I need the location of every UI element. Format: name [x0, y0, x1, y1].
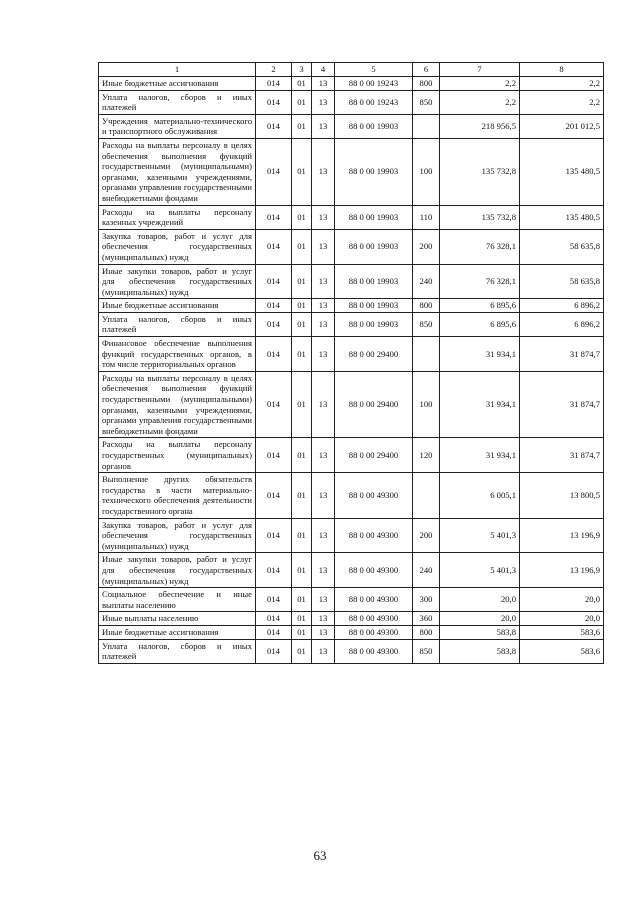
table-row: [99, 77, 604, 91]
column-header-5: 5: [335, 63, 413, 77]
page-number: 63: [313, 848, 327, 863]
target-item-code-cell: 88 0 00 19903: [335, 138, 413, 205]
amount-year-2-cell: 58 635,8: [520, 264, 604, 299]
expense-type-code-cell: 800: [413, 77, 440, 91]
section-code-cell: 01: [292, 371, 312, 438]
budget-item-name-cell: Финансовое обеспечение выполнения функций государственных органов, в том числе территориальных органов: [99, 337, 256, 372]
section-code-cell: 01: [292, 77, 312, 91]
subsection-code-cell: 13: [312, 299, 335, 313]
amount-year-2-cell: 583,6: [520, 639, 604, 663]
amount-year-1-cell: 135 732,8: [440, 205, 520, 229]
section-code-cell: 01: [292, 337, 312, 372]
amount-year-2-cell: 20,0: [520, 588, 604, 612]
admin-code-cell: 014: [256, 229, 292, 264]
expense-type-code-cell: 240: [413, 264, 440, 299]
subsection-code-cell: 13: [312, 371, 335, 438]
expense-type-code-cell: [413, 337, 440, 372]
target-item-code-cell: 88 0 00 49300: [335, 612, 413, 626]
budget-item-name-cell: Социальное обеспечение и иные выплаты населению: [99, 588, 256, 612]
expense-type-code-cell: 850: [413, 90, 440, 114]
column-header-6: 6: [413, 63, 440, 77]
admin-code-cell: 014: [256, 77, 292, 91]
amount-year-2-cell: 20,0: [520, 612, 604, 626]
budget-item-name-cell: Иные закупки товаров, работ и услуг для обеспечения государственных (муниципальных) нужд: [99, 264, 256, 299]
admin-code-cell: 014: [256, 612, 292, 626]
table-row: [99, 371, 604, 438]
section-code-cell: 01: [292, 518, 312, 553]
subsection-code-cell: 13: [312, 588, 335, 612]
expense-type-code-cell: 100: [413, 371, 440, 438]
table-row: [99, 438, 604, 473]
table-row: [99, 588, 604, 612]
target-item-code-cell: 88 0 00 19903: [335, 229, 413, 264]
budget-item-name-cell: Расходы на выплаты персоналу государственных (муниципальных) органов: [99, 438, 256, 473]
amount-year-2-cell: 31 874,7: [520, 371, 604, 438]
amount-year-2-cell: 583,6: [520, 625, 604, 639]
budget-table: [98, 62, 604, 664]
amount-year-1-cell: 6 895,6: [440, 312, 520, 336]
expense-type-code-cell: 850: [413, 312, 440, 336]
column-header-4: 4: [312, 63, 335, 77]
amount-year-2-cell: 13 196,9: [520, 518, 604, 553]
table-row: [99, 553, 604, 588]
section-code-cell: 01: [292, 299, 312, 313]
amount-year-2-cell: 13 800,5: [520, 473, 604, 518]
budget-item-name-cell: Иные закупки товаров, работ и услуг для обеспечения государственных (муниципальных) нужд: [99, 553, 256, 588]
section-code-cell: 01: [292, 588, 312, 612]
amount-year-1-cell: 135 732,8: [440, 138, 520, 205]
admin-code-cell: 014: [256, 337, 292, 372]
table-row: [99, 639, 604, 663]
amount-year-1-cell: 20,0: [440, 588, 520, 612]
section-code-cell: 01: [292, 205, 312, 229]
admin-code-cell: 014: [256, 371, 292, 438]
subsection-code-cell: 13: [312, 639, 335, 663]
target-item-code-cell: 88 0 00 49300: [335, 639, 413, 663]
expense-type-code-cell: 110: [413, 205, 440, 229]
table-row: [99, 473, 604, 518]
subsection-code-cell: 13: [312, 612, 335, 626]
target-item-code-cell: 88 0 00 29400: [335, 337, 413, 372]
table-row: [99, 337, 604, 372]
amount-year-1-cell: 31 934,1: [440, 337, 520, 372]
expense-type-code-cell: 100: [413, 138, 440, 205]
subsection-code-cell: 13: [312, 518, 335, 553]
section-code-cell: 01: [292, 90, 312, 114]
table-row: [99, 138, 604, 205]
budget-item-name-cell: Иные бюджетные ассигнования: [99, 77, 256, 91]
amount-year-2-cell: 135 480,5: [520, 205, 604, 229]
table-row: [99, 229, 604, 264]
amount-year-1-cell: 6 005,1: [440, 473, 520, 518]
target-item-code-cell: 88 0 00 49300: [335, 473, 413, 518]
subsection-code-cell: 13: [312, 625, 335, 639]
section-code-cell: 01: [292, 612, 312, 626]
target-item-code-cell: 88 0 00 49300: [335, 588, 413, 612]
admin-code-cell: 014: [256, 588, 292, 612]
section-code-cell: 01: [292, 264, 312, 299]
amount-year-1-cell: 76 328,1: [440, 264, 520, 299]
table-row: [99, 612, 604, 626]
table-row: [99, 90, 604, 114]
target-item-code-cell: 88 0 00 19903: [335, 312, 413, 336]
subsection-code-cell: 13: [312, 438, 335, 473]
subsection-code-cell: 13: [312, 553, 335, 588]
amount-year-1-cell: 2,2: [440, 77, 520, 91]
target-item-code-cell: 88 0 00 19903: [335, 205, 413, 229]
budget-item-name-cell: Расходы на выплаты персоналу казенных учреждений: [99, 205, 256, 229]
budget-item-name-cell: Иные бюджетные ассигнования: [99, 299, 256, 313]
amount-year-2-cell: 2,2: [520, 90, 604, 114]
budget-item-name-cell: Закупка товаров, работ и услуг для обеспечения государственных (муниципальных) нужд: [99, 229, 256, 264]
table-row: [99, 518, 604, 553]
table-row: [99, 312, 604, 336]
subsection-code-cell: 13: [312, 473, 335, 518]
section-code-cell: 01: [292, 229, 312, 264]
admin-code-cell: 014: [256, 138, 292, 205]
subsection-code-cell: 13: [312, 264, 335, 299]
table-row: [99, 114, 604, 138]
budget-item-name-cell: Уплата налогов, сборов и иных платежей: [99, 312, 256, 336]
amount-year-2-cell: 6 896,2: [520, 312, 604, 336]
admin-code-cell: 014: [256, 639, 292, 663]
section-code-cell: 01: [292, 639, 312, 663]
expense-type-code-cell: 360: [413, 612, 440, 626]
target-item-code-cell: 88 0 00 29400: [335, 371, 413, 438]
column-header-7: 7: [440, 63, 520, 77]
amount-year-2-cell: 201 012,5: [520, 114, 604, 138]
budget-item-name-cell: Уплата налогов, сборов и иных платежей: [99, 639, 256, 663]
admin-code-cell: 014: [256, 312, 292, 336]
expense-type-code-cell: 800: [413, 625, 440, 639]
target-item-code-cell: 88 0 00 19243: [335, 90, 413, 114]
target-item-code-cell: 88 0 00 19903: [335, 299, 413, 313]
amount-year-2-cell: 13 196,9: [520, 553, 604, 588]
amount-year-1-cell: 2,2: [440, 90, 520, 114]
target-item-code-cell: 88 0 00 29400: [335, 438, 413, 473]
target-item-code-cell: 88 0 00 49300: [335, 553, 413, 588]
table-header-row: [99, 63, 604, 77]
column-header-8: 8: [520, 63, 604, 77]
expense-type-code-cell: 800: [413, 299, 440, 313]
section-code-cell: 01: [292, 312, 312, 336]
expense-type-code-cell: [413, 114, 440, 138]
admin-code-cell: 014: [256, 518, 292, 553]
column-header-2: 2: [256, 63, 292, 77]
amount-year-1-cell: 6 895,6: [440, 299, 520, 313]
subsection-code-cell: 13: [312, 77, 335, 91]
section-code-cell: 01: [292, 114, 312, 138]
amount-year-1-cell: 20,0: [440, 612, 520, 626]
amount-year-1-cell: 583,8: [440, 639, 520, 663]
table-row: [99, 205, 604, 229]
expense-type-code-cell: [413, 473, 440, 518]
subsection-code-cell: 13: [312, 229, 335, 264]
amount-year-1-cell: 31 934,1: [440, 438, 520, 473]
target-item-code-cell: 88 0 00 19243: [335, 77, 413, 91]
amount-year-2-cell: 2,2: [520, 77, 604, 91]
target-item-code-cell: 88 0 00 49300: [335, 625, 413, 639]
admin-code-cell: 014: [256, 205, 292, 229]
subsection-code-cell: 13: [312, 337, 335, 372]
amount-year-2-cell: 31 874,7: [520, 438, 604, 473]
expense-type-code-cell: 200: [413, 229, 440, 264]
section-code-cell: 01: [292, 438, 312, 473]
target-item-code-cell: 88 0 00 19903: [335, 114, 413, 138]
section-code-cell: 01: [292, 473, 312, 518]
budget-item-name-cell: Расходы на выплаты персоналу в целях обеспечения выполнения функций государственными (муниципальными) органами, казенными учреждениями, органами управления государственными внебюджетными фондами: [99, 138, 256, 205]
section-code-cell: 01: [292, 553, 312, 588]
admin-code-cell: 014: [256, 299, 292, 313]
admin-code-cell: 014: [256, 473, 292, 518]
subsection-code-cell: 13: [312, 205, 335, 229]
expense-type-code-cell: 300: [413, 588, 440, 612]
subsection-code-cell: 13: [312, 114, 335, 138]
subsection-code-cell: 13: [312, 312, 335, 336]
expense-type-code-cell: 200: [413, 518, 440, 553]
admin-code-cell: 014: [256, 625, 292, 639]
amount-year-1-cell: 76 328,1: [440, 229, 520, 264]
amount-year-1-cell: 218 956,5: [440, 114, 520, 138]
section-code-cell: 01: [292, 138, 312, 205]
table-row: [99, 299, 604, 313]
subsection-code-cell: 13: [312, 90, 335, 114]
admin-code-cell: 014: [256, 553, 292, 588]
budget-item-name-cell: Учреждения материально-технического и транспортного обслуживания: [99, 114, 256, 138]
amount-year-2-cell: 135 480,5: [520, 138, 604, 205]
amount-year-1-cell: 5 401,3: [440, 518, 520, 553]
expense-type-code-cell: 850: [413, 639, 440, 663]
budget-item-name-cell: Иные выплаты населению: [99, 612, 256, 626]
budget-item-name-cell: Иные бюджетные ассигнования: [99, 625, 256, 639]
target-item-code-cell: 88 0 00 19903: [335, 264, 413, 299]
budget-item-name-cell: Выполнение других обязательств государства в части материально-технического обеспечения деятельности государственного органа: [99, 473, 256, 518]
expense-type-code-cell: 120: [413, 438, 440, 473]
amount-year-1-cell: 583,8: [440, 625, 520, 639]
column-header-1: 1: [99, 63, 256, 77]
admin-code-cell: 014: [256, 90, 292, 114]
amount-year-1-cell: 31 934,1: [440, 371, 520, 438]
budget-item-name-cell: Уплата налогов, сборов и иных платежей: [99, 90, 256, 114]
admin-code-cell: 014: [256, 264, 292, 299]
amount-year-2-cell: 58 635,8: [520, 229, 604, 264]
section-code-cell: 01: [292, 625, 312, 639]
amount-year-2-cell: 6 896,2: [520, 299, 604, 313]
expense-type-code-cell: 240: [413, 553, 440, 588]
table-row: [99, 264, 604, 299]
target-item-code-cell: 88 0 00 49300: [335, 518, 413, 553]
admin-code-cell: 014: [256, 114, 292, 138]
subsection-code-cell: 13: [312, 138, 335, 205]
admin-code-cell: 014: [256, 438, 292, 473]
budget-item-name-cell: Расходы на выплаты персоналу в целях обеспечения выполнения функций государственными (муниципальными) органами, казенными учреждениями, органами управления государственными внебюджетными фондами: [99, 371, 256, 438]
budget-item-name-cell: Закупка товаров, работ и услуг для обеспечения государственных (муниципальных) нужд: [99, 518, 256, 553]
table-body: [99, 77, 604, 664]
table-row: [99, 625, 604, 639]
column-header-3: 3: [292, 63, 312, 77]
amount-year-2-cell: 31 874,7: [520, 337, 604, 372]
amount-year-1-cell: 5 401,3: [440, 553, 520, 588]
